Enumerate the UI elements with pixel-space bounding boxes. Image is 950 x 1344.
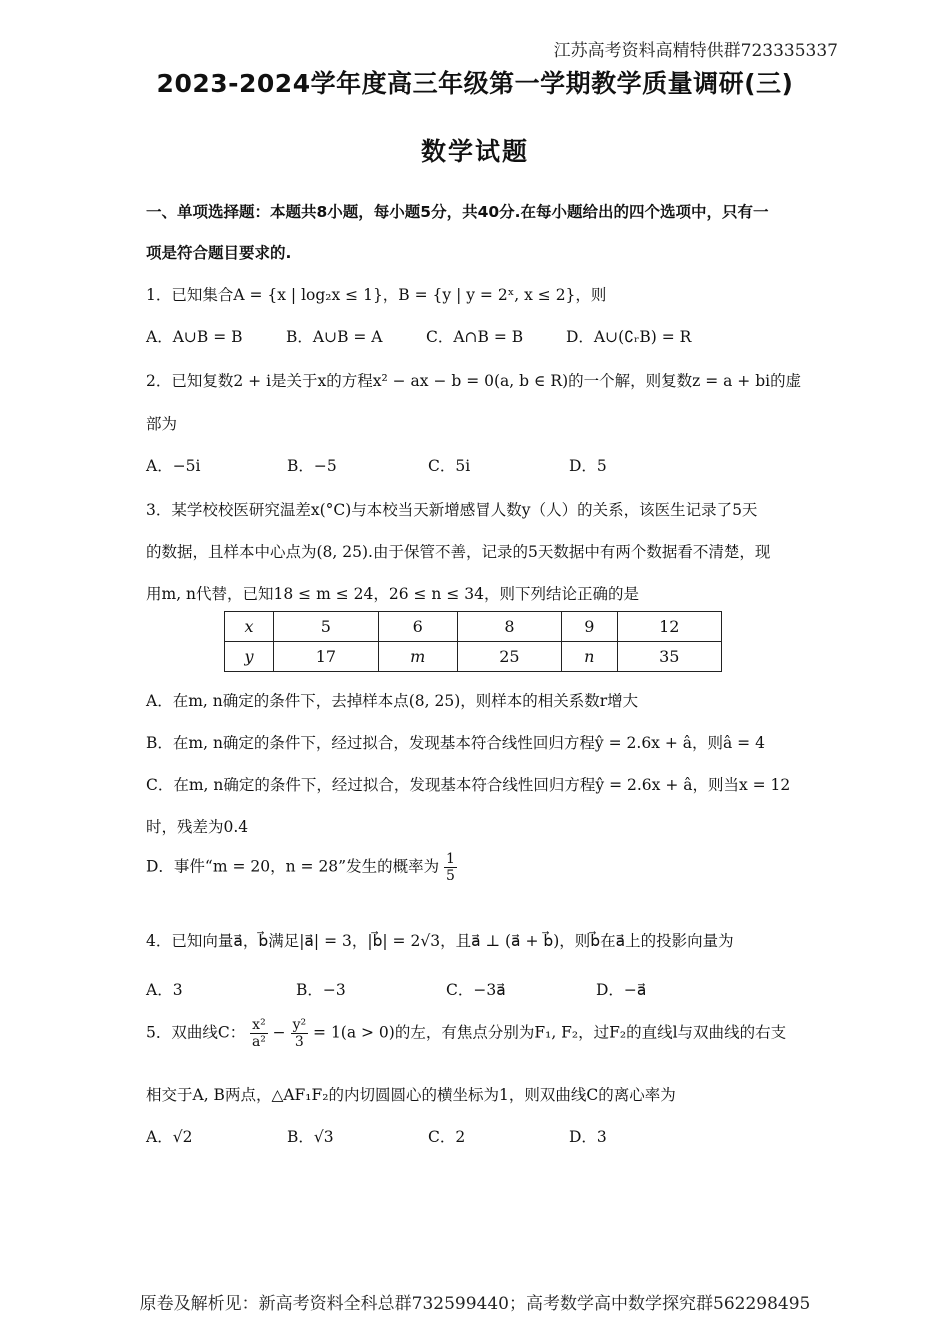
table-cell: 5 (274, 612, 378, 642)
fraction-numerator: x² (252, 1017, 266, 1033)
q5-stem-suffix: = 1(a > 0)的左，有焦点分别为F₁, F₂，过F₂的直线l与双曲线的右支 (313, 1023, 787, 1042)
q1-options (146, 325, 691, 347)
q1-option-b[interactable]: B．A∪B = A (286, 328, 383, 346)
q1-option-a[interactable]: A．A∪B = B (146, 328, 243, 346)
q4-option-b[interactable]: B．−3 (296, 981, 346, 999)
fraction-denominator: 5 (446, 868, 455, 884)
section-heading-line2: 项是符合题目要求的. (146, 244, 292, 262)
minus-sign: − (272, 1023, 286, 1042)
header-note: 江苏高考资料高精特供群723335337 (553, 41, 838, 61)
q4-option-c[interactable]: C．−3a⃗ (446, 981, 506, 999)
table-cell: 9 (562, 612, 617, 642)
q4-stem: 4．已知向量a⃗，b⃗满足|a⃗| = 3，|b⃗| = 2√3，且a⃗ ⊥ (a⃗ + b⃗)，则b⃗在a⃗上的投影向量为 (146, 932, 734, 950)
table-cell: 6 (378, 612, 457, 642)
q5-stem-line2: 相交于A, B两点，△AF₁F₂的内切圆圆心的横坐标为1，则双曲线C的离心率为 (146, 1086, 676, 1104)
q2-option-c[interactable]: C．5i (428, 457, 471, 475)
q3-option-a[interactable]: A．在m, n确定的条件下，去掉样本点(8, 25)，则样本的相关系数r增大 (146, 692, 639, 710)
q5-option-a[interactable]: A．√2 (146, 1128, 193, 1146)
table-cell: 17 (274, 642, 378, 672)
q3-stem-line3: 用m, n代替，已知18 ≤ m ≤ 24，26 ≤ n ≤ 34，则下列结论正确的是 (146, 585, 639, 603)
q2-option-a[interactable]: A．−5i (146, 457, 201, 475)
page-subtitle: 数学试题 (420, 137, 529, 166)
table-cell: 35 (617, 642, 722, 672)
fraction-denominator: 3 (294, 1034, 304, 1050)
table-cell: y (225, 642, 274, 672)
q4-options (146, 978, 646, 1000)
q3-option-d-text: D．事件“m = 20，n = 28”发生的概率为 (146, 857, 440, 876)
q2-option-d[interactable]: D．5 (569, 457, 607, 475)
q5-option-d[interactable]: D．3 (569, 1128, 607, 1146)
q3-option-c-line1[interactable]: C．在m, n确定的条件下，经过拟合，发现基本符合线性回归方程ŷ = 2.6x + â，则当x = 12 (146, 776, 791, 794)
q5-stem-line1 (146, 1017, 786, 1050)
table-cell: n (562, 642, 617, 672)
fraction-denominator: a² (251, 1034, 266, 1050)
q3-option-d[interactable] (146, 851, 457, 884)
q3-option-c-line2: 时，残差为0.4 (146, 818, 249, 836)
q1-stem: 1．已知集合A = {x | log₂x ≤ 1}，B = {y | y = 2ˣ, x ≤ 2}，则 (146, 286, 607, 304)
fraction (291, 1017, 309, 1050)
q5-stem-prefix: 5．双曲线C： (146, 1023, 246, 1042)
q3-stem-line1: 3．某学校校医研究温差x(°C)与本校当天新增感冒人数y（人）的关系，该医生记录了5天 (146, 501, 758, 519)
q2-stem-line1: 2．已知复数2 + i是关于x的方程x² − ax − b = 0(a, b ∈ R)的一个解，则复数z = a + bi的虚 (146, 372, 802, 390)
fraction (250, 1017, 268, 1050)
q4-option-d[interactable]: D．−a⃗ (596, 981, 647, 999)
q2-stem-line2: 部为 (146, 415, 178, 433)
fraction (444, 851, 457, 884)
q5-option-b[interactable]: B．√3 (287, 1128, 334, 1146)
q5-option-c[interactable]: C．2 (428, 1128, 466, 1146)
page-title: 2023-2024学年度高三年级第一学期教学质量调研(三) (156, 69, 794, 98)
q1-option-d[interactable]: D．A∪(∁ᵣB) = R (566, 328, 692, 346)
fraction-numerator: y² (292, 1017, 307, 1033)
table-cell: 8 (457, 612, 561, 642)
section-heading-line1: 一、单项选择题：本题共8小题，每小题5分，共40分.在每小题给出的四个选项中，只有一 (146, 203, 769, 221)
q2-options (146, 454, 607, 476)
q5-options (146, 1125, 607, 1147)
q3-option-b[interactable]: B．在m, n确定的条件下，经过拟合，发现基本符合线性回归方程ŷ = 2.6x + â，则â = 4 (146, 734, 765, 752)
q1-option-c[interactable]: C．A∩B = B (426, 328, 524, 346)
q2-option-b[interactable]: B．−5 (287, 457, 337, 475)
q3-data-table (224, 611, 722, 672)
fraction-numerator: 1 (446, 851, 455, 867)
footer-note: 原卷及解析见：新高考资料全科总群732599440；高考数学高中数学探究群562298495 (139, 1294, 811, 1314)
table-cell: 12 (617, 612, 722, 642)
table-cell: x (225, 612, 274, 642)
table-cell: m (378, 642, 457, 672)
table-row (225, 612, 722, 642)
table-row (225, 642, 722, 672)
q4-option-a[interactable]: A．3 (146, 981, 183, 999)
table-cell: 25 (457, 642, 561, 672)
q3-stem-line2: 的数据，且样本中心点为(8, 25).由于保管不善，记录的5天数据中有两个数据看不清楚，现 (146, 543, 771, 561)
